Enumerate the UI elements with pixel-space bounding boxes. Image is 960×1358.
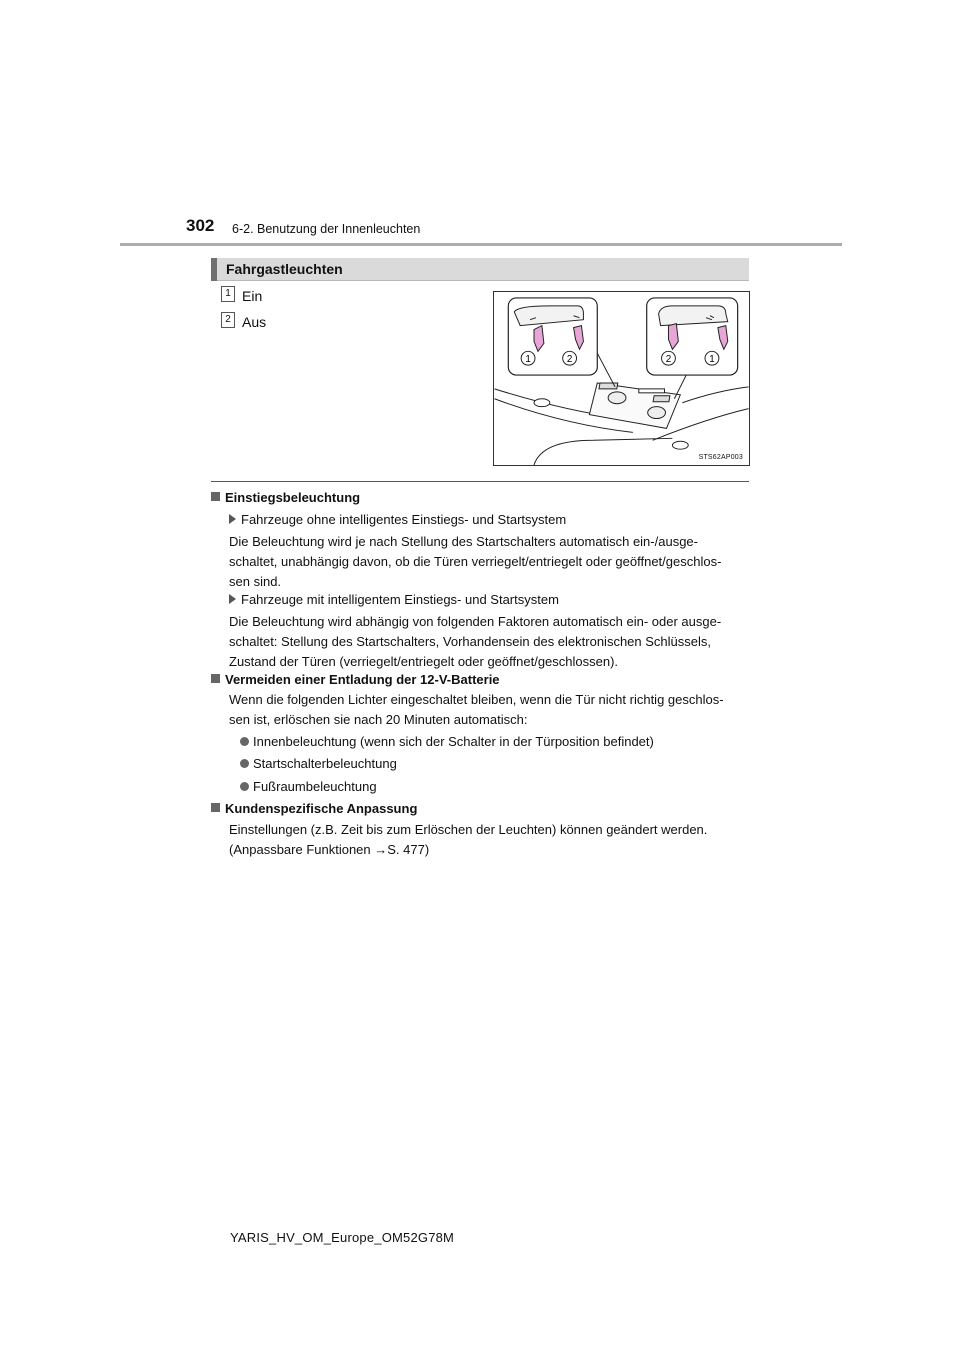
legend-label-off: Aus [242,314,267,330]
page-number: 302 [186,216,215,235]
entry-light-text-b [229,612,749,672]
battery-list-item [240,732,749,752]
footer-document-code: YARIS_HV_OM_Europe_OM52G78M [230,1230,455,1245]
variant-b-label [229,590,749,610]
battery-list-item [240,754,749,774]
round-bullet-icon [240,759,249,768]
text-line: sen ist, erlöschen sie nach 20 Minuten automatisch: [229,712,528,727]
entry-light-heading [211,488,749,508]
list-item-text: Fußraumbeleuchtung [253,779,377,794]
square-bullet-icon [211,492,220,501]
callout-number: 1 [709,354,715,366]
text-line: Zustand der Türen (verriegelt/entriegelt oder geöffnet/geschlossen). [229,654,619,669]
text-line: schaltet: Stellung des Startschalters, Vorhandensein des elektronischen Schlüssels, [229,634,711,649]
triangle-bullet-icon [229,594,236,604]
callout-number: 1 [525,354,531,366]
text-line: Wenn die folgenden Lichter eingeschaltet bleiben, wenn die Tür nicht richtig geschlos- [229,692,724,707]
square-bullet-icon [211,803,220,812]
header-rule [120,243,842,246]
figure-code: STS62AP003 [698,454,743,461]
callout-number: 2 [665,354,672,366]
ceiling-lights-figure [493,291,750,466]
list-item-text: Innenbeleuchtung (wenn sich der Schalter in der Türposition befindet) [253,734,654,749]
entry-light-text-a [229,532,749,592]
custom-heading-text: Kundenspezifische Anpassung [225,801,418,816]
legend-number-2: 2 [221,312,235,328]
legend-label-on: Ein [242,288,263,304]
text-line: sen sind. [229,574,282,589]
round-bullet-icon [240,782,249,791]
section-header [211,258,749,281]
square-bullet-icon [211,674,220,683]
section-title: Fahrgastleuchten [226,261,343,277]
text-line: schaltet, unabhängig davon, ob die Türen verriegelt/entriegelt oder geöffnet/geschlos- [229,554,722,569]
ceiling-lights-illustration [494,292,749,465]
battery-heading [211,670,749,690]
callout-number: 2 [566,354,573,366]
variant-a-text: Fahrzeuge ohne intelligentes Einstiegs- und Startsystem [241,512,567,527]
round-bullet-icon [240,737,249,746]
text-line: Einstellungen (z.B. Zeit bis zum Erlöschen der Leuchten) können geändert werden. [229,822,708,837]
chapter-title: 6-2. Benutzung der Innenleuchten [232,222,421,236]
legend-number-1: 1 [221,286,235,302]
text-line: Die Beleuchtung wird abhängig von folgenden Faktoren automatisch ein- oder ausge- [229,614,722,629]
variant-b-text: Fahrzeuge mit intelligentem Einstiegs- und Startsystem [241,592,559,607]
entry-light-heading-text: Einstiegsbeleuchtung [225,490,361,505]
custom-heading [211,799,749,819]
triangle-bullet-icon [229,514,236,524]
page-reference-link[interactable]: (Anpassbare Funktionen →S. 477) [229,842,430,857]
variant-a-label [229,510,749,530]
section-divider [211,481,749,482]
battery-heading-text: Vermeiden einer Entladung der 12-V-Batterie [225,672,500,687]
battery-text [229,690,749,730]
section-accent [211,258,217,281]
list-item-text: Startschalterbeleuchtung [253,756,397,771]
text-line: Die Beleuchtung wird je nach Stellung des Startschalters automatisch ein-/ausge- [229,534,698,549]
custom-text [229,820,749,860]
battery-list-item [240,777,749,797]
